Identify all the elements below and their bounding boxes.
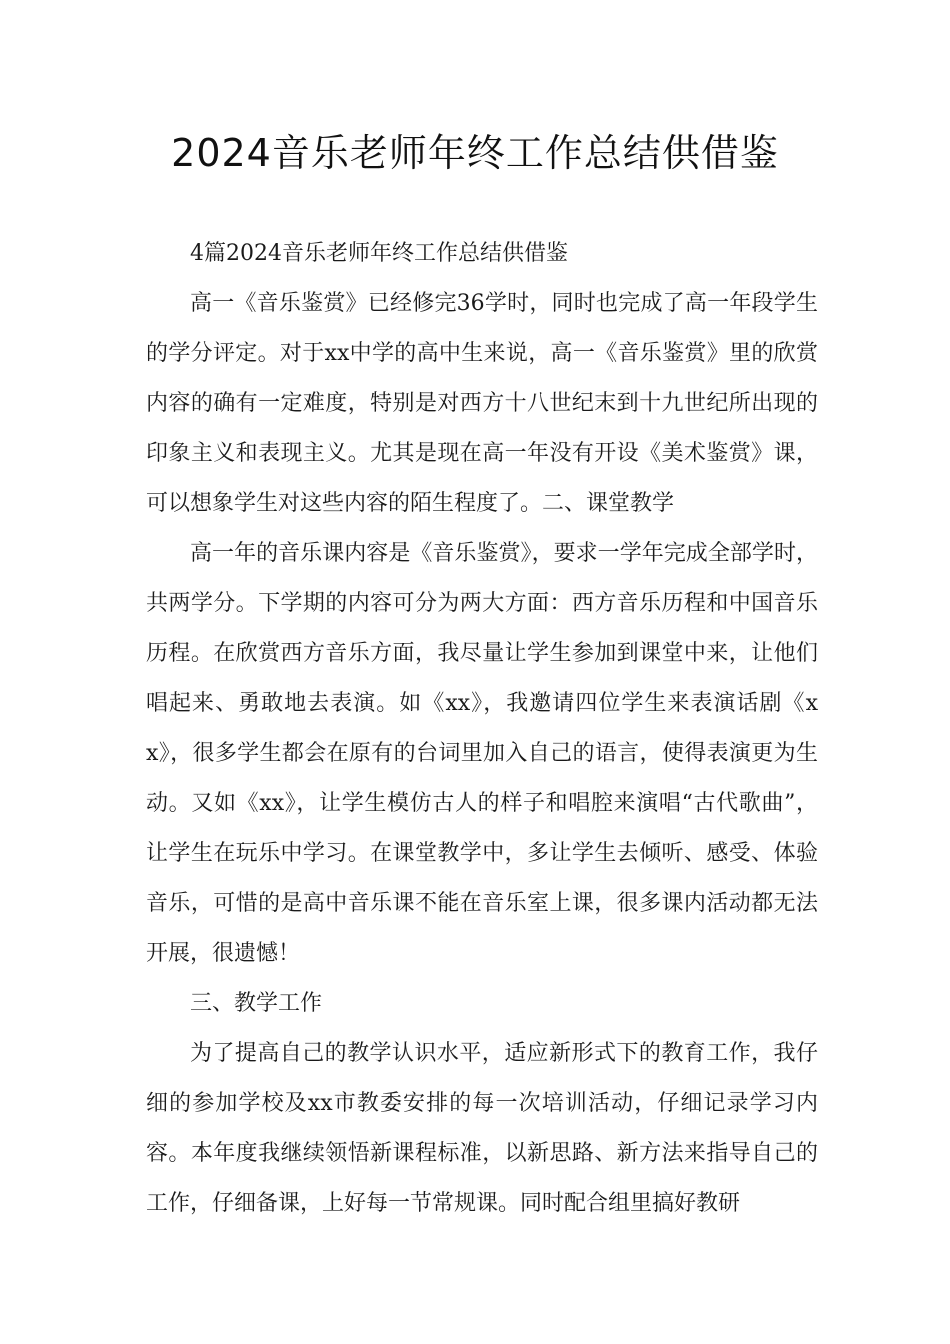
- body-paragraph: 为了提高自己的教学认识水平，适应新形式下的教育工作，我仔细的参加学校及xx市教委安排的每一次培训活动，仔细记录学习内容。本年度我继续领悟新课程标准，以新思路、新方法来指导自己的工作，仔细备课，上好每一节常规课。同时配合组里搞好教研: [146, 1041, 818, 1216]
- subtitle-paragraph: 4篇2024音乐老师年终工作总结供借鉴: [190, 241, 568, 266]
- document-title: 2024音乐老师年终工作总结供借鉴: [171, 131, 779, 175]
- body-paragraph: 高一《音乐鉴赏》已经修完36学时，同时也完成了高一年段学生的学分评定。对于xx中学的高中生来说，高一《音乐鉴赏》里的欣赏内容的确有一定难度，特别是对西方十八世纪末到十九世纪所出现的印象主义和表现主义。尤其是现在高一年没有开设《美术鉴赏》课，可以想象学生对这些内容的陌生程度了。二、课堂教学: [146, 291, 818, 516]
- body-paragraph: 高一年的音乐课内容是《音乐鉴赏》，要求一学年完成全部学时，共两学分。下学期的内容可分为两大方面：西方音乐历程和中国音乐历程。在欣赏西方音乐方面，我尽量让学生参加到课堂中来，让他们唱起来、勇敢地去表演。如《xx》，我邀请四位学生来表演话剧《xx》，很多学生都会在原有的台词里加入自己的语言，使得表演更为生动。又如《xx》，让学生模仿古人的样子和唱腔来演唱“古代歌曲”，让学生在玩乐中学习。在课堂教学中，多让学生去倾听、感受、体验音乐，可惜的是高中音乐课不能在音乐室上课，很多课内活动都无法开展，很遗憾！: [146, 541, 818, 966]
- document-body: [146, 229, 818, 1229]
- section-heading: 三、教学工作: [190, 991, 323, 1016]
